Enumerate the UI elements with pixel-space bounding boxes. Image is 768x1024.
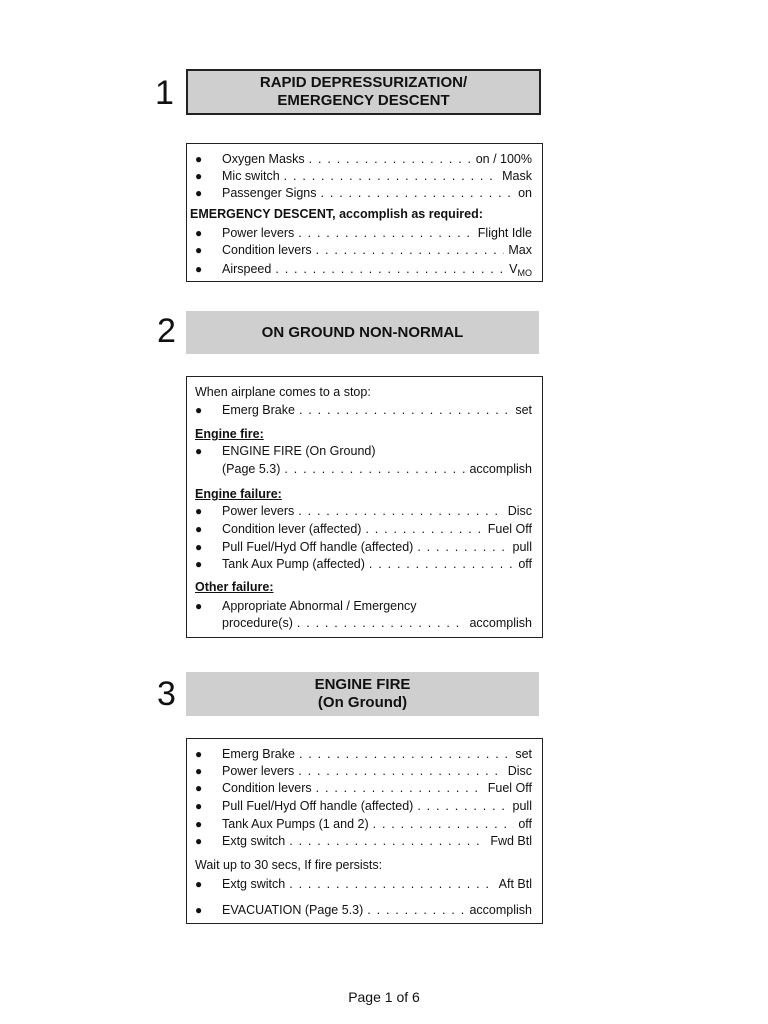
bullet-icon: ● xyxy=(195,747,203,761)
item-value: on xyxy=(518,186,532,200)
bullet-icon: ● xyxy=(195,877,203,891)
section-title-line1: RAPID DEPRESSURIZATION/ xyxy=(259,74,468,91)
item-label: Pull Fuel/Hyd Off handle (affected) xyxy=(222,540,414,554)
checklist-row xyxy=(187,616,542,633)
item-label: (Page 5.3) xyxy=(222,462,281,476)
bullet-icon: ● xyxy=(195,799,203,813)
item-label: Extg switch xyxy=(222,877,286,891)
item-value: set xyxy=(515,747,532,761)
item-value: Fuel Off xyxy=(487,781,532,795)
item-value: accomplish xyxy=(469,903,532,917)
bullet-icon: ● xyxy=(195,540,203,554)
checklist-row xyxy=(187,817,542,834)
section-title-line1: ENGINE FIRE xyxy=(314,676,411,693)
checklist-box-2 xyxy=(186,376,543,638)
item-label: Power levers xyxy=(222,504,295,518)
item-label: Emerg Brake xyxy=(222,747,295,761)
bullet-icon: ● xyxy=(195,504,203,518)
checklist-row xyxy=(187,799,542,816)
checklist-row xyxy=(187,262,542,279)
checklist-row xyxy=(187,557,542,574)
checklist-row xyxy=(187,540,542,557)
checklist-row xyxy=(187,152,542,169)
item-label: Condition levers xyxy=(222,243,312,257)
section-title: ON GROUND NON-NORMAL xyxy=(261,323,464,341)
item-value: set xyxy=(515,403,532,417)
checklist-box-3 xyxy=(186,738,543,924)
section-header-engine-fire xyxy=(186,672,539,716)
checklist-row xyxy=(187,834,542,851)
bullet-icon: ● xyxy=(195,226,203,240)
bullet-icon: ● xyxy=(195,817,203,831)
value-v: V xyxy=(509,262,518,276)
section-title-line2: (On Ground) xyxy=(317,694,408,711)
item-label: Extg switch xyxy=(222,834,286,848)
bullet-icon: ● xyxy=(195,522,203,536)
item-label: Airspeed xyxy=(222,262,272,276)
item-label: Condition lever (affected) xyxy=(222,522,362,536)
section-number-3: 3 xyxy=(157,675,176,713)
bullet-icon: ● xyxy=(195,169,203,183)
heading-other-failure: Other failure: xyxy=(195,580,274,594)
checklist-row xyxy=(187,877,542,894)
checklist-row xyxy=(187,403,542,420)
item-value: pull xyxy=(512,540,532,554)
bullet-icon: ● xyxy=(195,599,203,613)
checklist-row xyxy=(187,169,542,186)
checklist-row xyxy=(187,903,542,920)
item-label: Passenger Signs xyxy=(222,186,317,200)
checklist-row xyxy=(187,444,542,461)
item-label: Tank Aux Pump (affected) xyxy=(222,557,365,571)
wait-text: Wait up to 30 secs, If fire persists: xyxy=(195,858,383,872)
section-number-1: 1 xyxy=(155,74,174,112)
checklist-row xyxy=(187,522,542,539)
item-value: Mask xyxy=(502,169,532,183)
item-label: Pull Fuel/Hyd Off handle (affected) xyxy=(222,799,414,813)
bullet-icon: ● xyxy=(195,557,203,571)
checklist-row xyxy=(187,504,542,521)
item-value: Fwd Btl xyxy=(490,834,532,848)
item-value: Flight Idle xyxy=(477,226,532,240)
checklist-row xyxy=(187,226,542,243)
bullet-icon: ● xyxy=(195,903,203,917)
item-label: EVACUATION (Page 5.3) xyxy=(222,903,364,917)
checklist-row xyxy=(187,186,542,203)
bullet-icon: ● xyxy=(195,262,203,276)
item-value: Disc xyxy=(507,764,532,778)
checklist-row xyxy=(187,243,542,260)
item-value: Fuel Off xyxy=(487,522,532,536)
item-label: ENGINE FIRE (On Ground) xyxy=(222,444,376,458)
item-label: procedure(s) xyxy=(222,616,293,630)
item-label: Tank Aux Pumps (1 and 2) xyxy=(222,817,369,831)
item-value: on / 100% xyxy=(475,152,532,166)
bullet-icon: ● xyxy=(195,781,203,795)
checklist-box-1 xyxy=(186,143,543,282)
section-title-line2: EMERGENCY DESCENT xyxy=(277,92,450,109)
item-label: Power levers xyxy=(222,226,295,240)
checklist-row xyxy=(187,599,542,616)
subheading-emergency-descent: EMERGENCY DESCENT, accomplish as required: xyxy=(190,207,483,221)
bullet-icon: ● xyxy=(195,186,203,200)
item-label: Power levers xyxy=(222,764,295,778)
checklist-row xyxy=(187,747,542,764)
bullet-icon: ● xyxy=(195,834,203,848)
item-label: Appropriate Abnormal / Emergency xyxy=(222,599,417,613)
item-value: Aft Btl xyxy=(498,877,532,891)
item-value: accomplish xyxy=(469,616,532,630)
heading-engine-fire: Engine fire: xyxy=(195,427,264,441)
item-label: Oxygen Masks xyxy=(222,152,305,166)
checklist-row xyxy=(187,781,542,798)
bullet-icon: ● xyxy=(195,764,203,778)
section-number-2: 2 xyxy=(157,312,176,350)
item-value: pull xyxy=(512,799,532,813)
page-number: Page 1 of 6 xyxy=(348,989,420,1005)
item-label: Condition levers xyxy=(222,781,312,795)
intro-text: When airplane comes to a stop: xyxy=(195,385,371,399)
checklist-row xyxy=(187,764,542,781)
item-value xyxy=(509,262,532,278)
item-value: Disc xyxy=(507,504,532,518)
item-value: Max xyxy=(508,243,532,257)
value-subscript: MO xyxy=(517,268,532,278)
bullet-icon: ● xyxy=(195,403,203,417)
item-value: off xyxy=(518,817,532,831)
section-header-rapid-depressurization xyxy=(186,69,541,115)
bullet-icon: ● xyxy=(195,152,203,166)
item-label: Mic switch xyxy=(222,169,280,183)
item-value: off xyxy=(518,557,532,571)
heading-engine-failure: Engine failure: xyxy=(195,487,282,501)
checklist-row xyxy=(187,462,542,479)
item-label: Emerg Brake xyxy=(222,403,295,417)
item-value: accomplish xyxy=(469,462,532,476)
bullet-icon: ● xyxy=(195,243,203,257)
bullet-icon: ● xyxy=(195,444,203,458)
section-header-on-ground-non-normal xyxy=(186,311,539,354)
